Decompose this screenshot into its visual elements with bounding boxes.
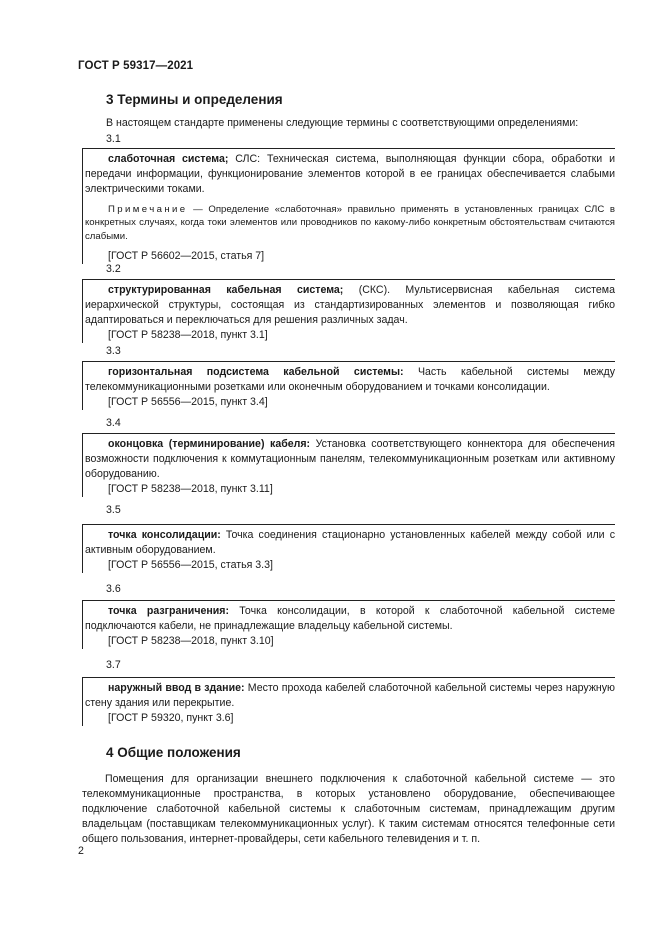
- term-name: точка разграничения:: [108, 605, 229, 617]
- term-source: [ГОСТ Р 56556—2015, статья 3.3]: [108, 559, 273, 571]
- term-entry-3-2: [82, 279, 615, 343]
- term-source: [ГОСТ Р 58238—2018, пункт 3.11]: [108, 483, 273, 495]
- note-text: — Определение «слаботочная» правильно применять в установленных границах СЛС в конкретных случаях, когда токи элементов или проводников по какому-либо конкретным обстоятельствам считаются слабыми.: [85, 204, 615, 242]
- term-source: [ГОСТ Р 56556—2015, пункт 3.4]: [108, 396, 268, 408]
- term-definition: Часть кабельной системы между телекоммуникационными розетками или оконечным оборудованием и точками консолидации.: [85, 366, 615, 393]
- term-name: слаботочная система;: [108, 153, 229, 165]
- term-number: 3.3: [106, 345, 121, 357]
- term-definition: Точка соединения стационарно установленных кабелей между собой или с активным оборудованием.: [85, 529, 615, 556]
- term-definition: СЛС: Техническая система, выполняющая функции сбора, обработки и передачи информации, функционирование элементов которой в ее границах обеспечивается слабыми электрическими токами.: [85, 153, 615, 195]
- term-entry-3-7: [82, 677, 615, 726]
- section-3-intro: В настоящем стандарте применены следующие термины с соответствующими определениями:: [106, 117, 579, 129]
- term-source: [ГОСТ Р 58238—2018, пункт 3.1]: [108, 329, 268, 341]
- term-number: 3.7: [106, 659, 121, 671]
- term-definition: Установка соответствующего коннектора для обеспечения возможности подключения к коммутационным панелям, телекоммуникационным розеткам или активному оборудованию.: [85, 438, 616, 480]
- document-code-header: ГОСТ Р 59317—2021: [78, 60, 194, 72]
- term-note: [85, 203, 615, 243]
- term-source: [ГОСТ Р 56602—2015, статья 7]: [108, 250, 265, 263]
- term-definition: Место прохода кабелей слаботочной кабельной системы через наружную стену здания или перекрытие.: [85, 682, 616, 709]
- term-source: [ГОСТ Р 59320, пункт 3.6]: [108, 712, 234, 724]
- term-number: 3.1: [106, 133, 121, 145]
- term-entry-3-3: [82, 361, 615, 410]
- term-definition: (СКС). Мультисервисная кабельная система иерархической структуры, состоящая из стандартизированных элементов и позволяющая гибко адаптироваться и переключаться для решения различных задач.: [85, 284, 615, 326]
- term-name: точка консолидации:: [108, 529, 221, 541]
- term-entry-3-5: [82, 524, 615, 573]
- term-definition: Точка консолидации, в которой к слаботочной кабельной системе подключаются кабели, не принадлежащие владельцу кабельной системы.: [85, 605, 615, 632]
- note-label: Примечание: [108, 204, 188, 215]
- section-4-body: [82, 772, 615, 847]
- term-entry-3-1: [82, 148, 615, 264]
- term-name: горизонтальная подсистема кабельной системы:: [108, 366, 404, 378]
- term-number: 3.6: [106, 583, 121, 595]
- term-entry-3-4: [82, 433, 615, 497]
- term-number: 3.5: [106, 504, 121, 516]
- section-3-title: 3 Термины и определения: [106, 92, 283, 107]
- term-number: 3.4: [106, 417, 121, 429]
- term-entry-3-6: [82, 600, 615, 649]
- term-name: наружный ввод в здание:: [108, 682, 245, 694]
- page-number: 2: [78, 845, 84, 857]
- term-name: оконцовка (терминирование) кабеля:: [108, 438, 311, 450]
- term-source: [ГОСТ Р 58238—2018, пункт 3.10]: [108, 635, 274, 647]
- section-4-paragraph: Помещения для организации внешнего подключения к слаботочной кабельной системе — это телекоммуникационные пространства, в которых установлено оборудование, обеспечивающее подключение слаботочной кабельной системы к слаботочным системам, принадлежащим другим владельцам (поставщикам телекоммуникационных услуг). К таким системам относятся телефонные сети общего пользования, интернет-провайдеры, сети кабельного телевидения и т. п.: [82, 773, 615, 845]
- section-4-title: 4 Общие положения: [106, 745, 241, 760]
- term-name: структурированная кабельная система;: [108, 284, 359, 296]
- term-number: 3.2: [106, 263, 121, 275]
